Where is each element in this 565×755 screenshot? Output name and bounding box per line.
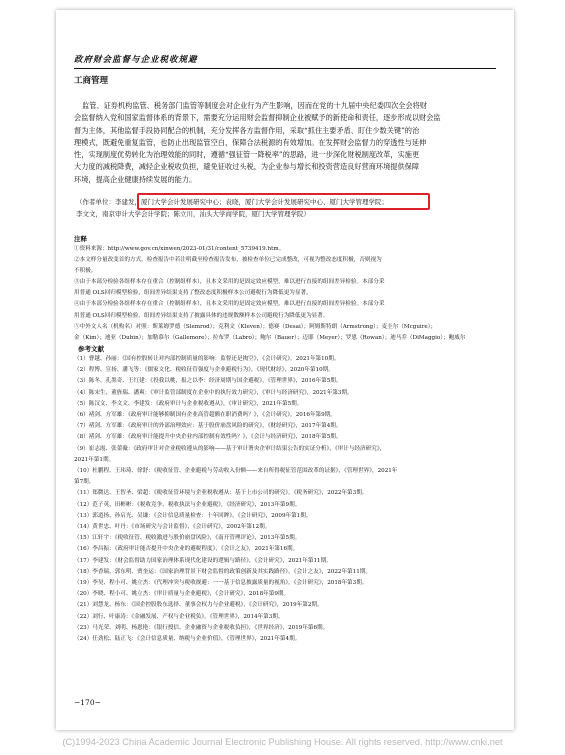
notes-list: [74, 244, 496, 344]
reference-line: （21）刘慧龙、杨东：《国企控股股东选择、董事会权力与企业避税》，《会计研究》，2019年第2期。: [74, 602, 323, 609]
body-line: 理模式，既避免重复监管，也防止出现监管空白，保障合法税源的有效增加。在发挥财会监督力的穿透性与延伸: [74, 137, 427, 147]
note-line: ①资料来源：http://www.gov.cn/xinwen/2023-01/31/content_5739419.htm。: [74, 246, 285, 252]
note-line: 金（Kim）；迪亚（Dubin）；加勒慕尔（Gallemore）；拉布罗（Labro）；鲍尔（Bauer）；迈耶（Meyer）；罗恩（Rowan）；迪马乔（DiMaggio）；鲍威尔: [74, 334, 466, 341]
reference-line: （15）江轩宇：《税收征管、税收激进与股价崩盘风险》，《南开管理评论》，2013年第5期。: [74, 535, 301, 542]
note-line: 不积极。: [74, 268, 97, 275]
highlight-box: [137, 193, 430, 210]
reference-line: （20）李晓、程小可、姚立杰：《审计质量与企业避税》，《会计研究》，2018年第9期。: [74, 591, 290, 598]
reference-line: （23）马光荣、刘明、杨恩艳：《银行授信、企业融资与企业税收负担》，《世界经济》，2019年第6期。: [74, 624, 329, 631]
reference-line: （2）程博、宣扬、潘飞等：《儒家文化、税收征管强度与企业避税行为》，《现代财经》，2020年第10期。: [74, 367, 334, 374]
reference-line: （8）褚剑、方军雄：《政府审计能提升中央企业内部控制有效性吗？》，《会计与经济研究》，2018年第5期。: [74, 434, 342, 441]
notes-heading: 注释: [74, 235, 87, 243]
references-heading: 参考文献: [78, 345, 104, 353]
journal-page: [56, 10, 514, 730]
reference-line: 2021年第1期。: [74, 456, 115, 463]
body-line: 督为主体，其他监督手段协同配合的机制，充分发挥各方监督作用，采取“抓住主要矛盾、盯住少数关键”的治: [74, 125, 420, 135]
reference-line: （6）褚剑、方军雄：《政府审计能够抑制国有企业高管超额在职消费吗？》，《会计研究》，2016年第9期。: [74, 412, 336, 419]
reference-line: （12）范子英、田彬彬：《税收竞争、税收执法与企业避税》，《经济研究》，2013年第9期。: [74, 501, 301, 508]
affiliation-line: （作者单位：李建发，厦门大学会计发展研究中心；袁晓，厦门大学会计发展研究中心、厦门大学管理学院；: [76, 198, 388, 206]
copyright-watermark: (C)1994-2023 China Academic Journal Electronic Publishing House. All rights reserved. http://www.cnki.net: [62, 737, 503, 747]
reference-line: （19）李昊、程小可、姚立杰：《代理冲突与税收规避：一一基于信息披露质量的视角》，《会计研究》，2018年第3期。: [74, 580, 368, 587]
note-line: 用普通 OLS回归模型检验，组间差异结果支持了披露具体的违规数额样本公司避税行为降低更为显著。: [74, 312, 329, 319]
reference-line: （4）陈宋生、董旌瑞、潘爽：《审计监管部制度在企业中的执行效力研究》，《审计与经济研究》，2021年第3期。: [74, 389, 353, 396]
reference-line: （7）褚剑、方军雄：《政府审计的外部治理效应：基于股价崩盘风险的研究》，《财经研究》，2017年第4期。: [74, 423, 342, 430]
reference-line: （24）任劲松、陆正飞：《会计信息质量、纳税与企业价值》，《管理世界》，2021年第4期。: [74, 636, 301, 643]
references-list: [74, 354, 496, 645]
note-line: ④由于本部分检验各组样本存在重合（控制组样本），且本文采用的是固定效应模型，难以进行直接的组间差异检验。本部分采: [74, 301, 385, 308]
section-label: 工商管理: [74, 76, 109, 86]
header-rule: [74, 68, 496, 69]
reference-line: 第7期。: [74, 479, 95, 486]
body-line: 会监督纳入党和国家监督体系的背景下，需要充分运用财会监督抑制企业被赋予的新使命和责任，逐步形成以财会监: [74, 113, 441, 123]
page-number: −170−: [74, 698, 101, 707]
body-line: 监管、证券机构监管、税务部门监管等制度会对企业行为产生影响，因而在党的十九届中央纪委四次全会将财: [82, 101, 428, 110]
running-title: 政府财会监督与企业税收规避: [74, 55, 198, 65]
reference-line: （16）李昌振：《政府审计能否提升中央企业的避税程度》，《会计之友》，2021年第16期。: [74, 546, 299, 553]
reference-line: （1）曹越、孙丽：《国有控股转让对内部控制质量的影响：监督还是掏空》，《会计研究》，2021年第10期。: [74, 356, 340, 362]
reference-line: （14）黄世忠、叶丹：《市场研究与会计监督》，《会计研究》，2002年第12期。: [74, 524, 271, 531]
reference-line: （17）李建发：《财会监督助力国家治理体系现代化建设的逻辑与路径》，《会计研究》，2021年第11期。: [74, 557, 332, 564]
reference-line: （22）刘行、叶康涛：《金融发展、产权与企业税负》，《管理世界》，2014年第3期。: [74, 613, 284, 620]
note-line: 用普通 OLS回归模型检验，组间差异结果支持了整改态度积极样本公司避税行为降低更为显著。: [74, 290, 312, 297]
body-line: 环境，提高企业健康持续发展的能力。: [74, 174, 197, 184]
reference-line: （3）陈冬、孔墨奇、王红建：《投我以桃，报之以李：经济周期与国企避税》，《管理世界》，2016年第5期。: [74, 378, 342, 385]
affiliation-line: 李文文，南京审计大学会计学院；陈立川，汕头大学商学院，厦门大学管理学院）: [76, 210, 310, 218]
note-line: ⑤中外文人名（机构名）对照：斯莱姆罗德（Slemrod）；克利文（Kleven）；德赛（Desai）；阿姆斯特朗（Armstrong）；麦圭尔（Mcguire）；: [74, 323, 437, 330]
reference-line: （10）杜鹏程、王玮琦、徐舒：《税收征管、企业避税与劳动收入份额——来自所得税征管范围改革的证据》，《管理世界》，2021年: [74, 468, 398, 475]
reference-line: （18）李香瑞、郭东明、贾奎运：《国家治理背景下财会监督的政策创新及其实践路径》，《会计之友》，2022年第11期。: [74, 568, 371, 575]
reference-line: （9）崔志霞、张蕾薇：《政府审计对企业税收遵从的影响——基于审计署央企审计结果公告的实证分析》，《审计与经济研究》，: [74, 445, 386, 452]
body-line: 性，实现制度优势转化为治理效能的同时，遵循“强征管一降税率”的思路，进一步深化财税制度改革，实施更: [74, 150, 420, 160]
note-line: ③由于本部分检验各组样本存在重合（控制组样本），且本文采用的是固定效应模型，难以进行直接的组间差异检验。本部分采: [74, 279, 385, 286]
reference-line: （13）郭道扬、孙启光、吴谦：《会计信息质量检查：十年回眸》，《会计研究》，2009年第1期。: [74, 512, 312, 519]
reference-line: （5）陈汉文、李文文、李建发：《政府审计与企业税收遵从》，《审计研究》，2021年第5期。: [74, 400, 303, 407]
body-paragraph: [74, 100, 496, 186]
body-line: 大力度的减税降费，减轻企业税收负担，避免征收过头税，为企业参与增长和投资营造良好营商环境提供保障: [74, 162, 420, 172]
note-line: ②本文样分量改变首的方式，检查报告中若注明截至检查报告发布，被检查单位已完成整改，可视为整改态度积极，否则视为: [74, 257, 382, 264]
reference-line: （11）郑微达、王智圣、梁超：《税收征管环境与企业税收遵从：基于上市公司的研究》，《税务研究》，2022年第3期。: [74, 490, 368, 497]
